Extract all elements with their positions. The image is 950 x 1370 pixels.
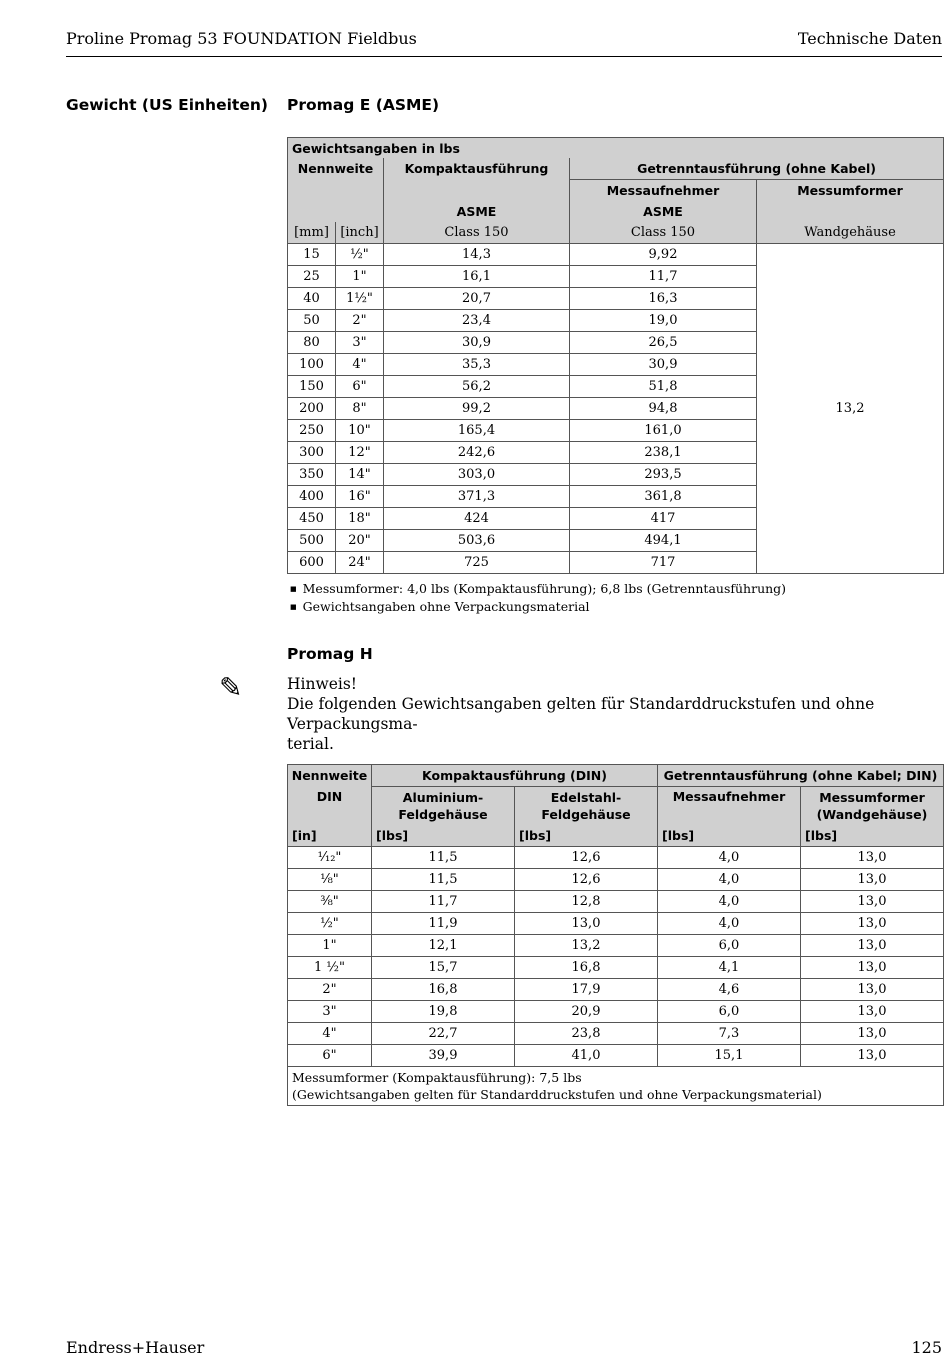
table1-cell: 16" bbox=[336, 486, 384, 508]
table1-cell: 56,2 bbox=[384, 376, 570, 398]
table1-cell: 250 bbox=[288, 420, 336, 442]
table2-cell: 4,0 bbox=[658, 869, 801, 891]
table1-cell: 242,6 bbox=[384, 442, 570, 464]
table1-header-wandgehaeuse: Wandgehäuse bbox=[757, 222, 944, 244]
table2-header-messaufnehmer: Messaufnehmer bbox=[658, 787, 801, 826]
table1-cell: 165,4 bbox=[384, 420, 570, 442]
table1-caption: Gewichtsangaben in lbs bbox=[288, 138, 944, 159]
table2-cell: 13,2 bbox=[515, 935, 658, 957]
table1-header-class-kompakt: Class 150 bbox=[384, 222, 570, 244]
table2-cell: 17,9 bbox=[515, 979, 658, 1001]
table1-cell: 1" bbox=[336, 266, 384, 288]
table2-header-lbs: [lbs] bbox=[801, 825, 944, 847]
table1-cell: 600 bbox=[288, 552, 336, 574]
table1-cell: 99,2 bbox=[384, 398, 570, 420]
table2-cell: 13,0 bbox=[801, 1023, 944, 1045]
table1-cell: 417 bbox=[570, 508, 757, 530]
table1-cell: 14,3 bbox=[384, 244, 570, 266]
table2-header-lbs: [lbs] bbox=[515, 825, 658, 847]
table2-cell: 13,0 bbox=[801, 891, 944, 913]
promag-h-title: Promag H bbox=[287, 645, 373, 663]
table1-cell: 51,8 bbox=[570, 376, 757, 398]
table1-cell: 1½" bbox=[336, 288, 384, 310]
table1-cell: 14" bbox=[336, 464, 384, 486]
table1-cell: 2" bbox=[336, 310, 384, 332]
table2-cell: ½" bbox=[288, 913, 372, 935]
table1-cell: 19,0 bbox=[570, 310, 757, 332]
table1-cell: 8" bbox=[336, 398, 384, 420]
table2-cell: 13,0 bbox=[801, 1001, 944, 1023]
table1-cell: 303,0 bbox=[384, 464, 570, 486]
table1-cell: 20" bbox=[336, 530, 384, 552]
table2-header-aluminium-line1: Aluminium- bbox=[402, 790, 484, 805]
table2-header-lbs: [lbs] bbox=[658, 825, 801, 847]
table1-cell: 150 bbox=[288, 376, 336, 398]
table1-cell: 6" bbox=[336, 376, 384, 398]
table2-cell: 6" bbox=[288, 1045, 372, 1067]
table1-cell: 23,4 bbox=[384, 310, 570, 332]
table2-cell: 15,7 bbox=[372, 957, 515, 979]
table1-header-mm: [mm] bbox=[288, 222, 336, 244]
table2-cell: 4,1 bbox=[658, 957, 801, 979]
table2-cell: 39,9 bbox=[372, 1045, 515, 1067]
table2-cell: 1" bbox=[288, 935, 372, 957]
table1-cell: 161,0 bbox=[570, 420, 757, 442]
table1-cell: 400 bbox=[288, 486, 336, 508]
table1-cell: 94,8 bbox=[570, 398, 757, 420]
table2-cell: 6,0 bbox=[658, 1001, 801, 1023]
table2-header-aluminium bbox=[372, 787, 515, 826]
page-number: 125 bbox=[911, 1338, 942, 1357]
header-document-title: Proline Promag 53 FOUNDATION Fieldbus bbox=[66, 29, 417, 48]
table1-cell: 35,3 bbox=[384, 354, 570, 376]
table2-header-din: DIN bbox=[288, 787, 372, 826]
table1-notes bbox=[290, 580, 786, 616]
table2-cell: 13,0 bbox=[801, 847, 944, 869]
header-rule bbox=[66, 56, 942, 57]
note-box bbox=[287, 674, 942, 754]
table-row bbox=[288, 979, 944, 1001]
header-section-name: Technische Daten bbox=[797, 29, 942, 48]
table2-header-messumformer-line2: (Wandgehäuse) bbox=[816, 807, 928, 822]
table1-wandgehaeuse-value: 13,2 bbox=[757, 244, 944, 574]
table2-cell: 4,6 bbox=[658, 979, 801, 1001]
table1-cell: 293,5 bbox=[570, 464, 757, 486]
footer-company: Endress+Hauser bbox=[66, 1338, 205, 1357]
table1-cell: 238,1 bbox=[570, 442, 757, 464]
table2-cell: 20,9 bbox=[515, 1001, 658, 1023]
promag-h-weight-table bbox=[287, 764, 944, 1106]
table2-cell: 4,0 bbox=[658, 847, 801, 869]
table1-header-getrennt: Getrenntausführung (ohne Kabel) bbox=[570, 158, 944, 180]
bullet-item: ■ Gewichtsangaben ohne Verpackungsmaterial bbox=[290, 598, 786, 616]
table1-title: Promag E (ASME) bbox=[287, 96, 440, 114]
table1-cell: 503,6 bbox=[384, 530, 570, 552]
table2-header-edelstahl-line2: Feldgehäuse bbox=[541, 807, 631, 822]
table1-header-nennweite: Nennweite bbox=[288, 158, 384, 180]
table1-cell: 30,9 bbox=[570, 354, 757, 376]
table1-header-kompakt: Kompaktausführung bbox=[384, 158, 570, 180]
table2-cell: ¹⁄₁₂" bbox=[288, 847, 372, 869]
table2-cell: 7,3 bbox=[658, 1023, 801, 1045]
table2-cell: 13,0 bbox=[515, 913, 658, 935]
table2-header-lbs: [lbs] bbox=[372, 825, 515, 847]
table2-header-edelstahl-line1: Edelstahl- bbox=[550, 790, 622, 805]
table1-cell: 9,92 bbox=[570, 244, 757, 266]
table2-cell: 19,8 bbox=[372, 1001, 515, 1023]
table2-cell: 4,0 bbox=[658, 913, 801, 935]
table2-cell: ¹⁄₈" bbox=[288, 869, 372, 891]
table1-cell: 24" bbox=[336, 552, 384, 574]
table1-cell: 26,5 bbox=[570, 332, 757, 354]
table2-cell: 16,8 bbox=[515, 957, 658, 979]
table1-cell: 371,3 bbox=[384, 486, 570, 508]
table1-cell: 12" bbox=[336, 442, 384, 464]
table-row bbox=[288, 1045, 944, 1067]
table2-cell: 13,0 bbox=[801, 869, 944, 891]
table1-cell: 11,7 bbox=[570, 266, 757, 288]
table1-cell: 500 bbox=[288, 530, 336, 552]
table1-cell: 4" bbox=[336, 354, 384, 376]
section-title: Gewicht (US Einheiten) bbox=[66, 96, 268, 114]
table1-cell: 10" bbox=[336, 420, 384, 442]
table2-cell: 1 ½" bbox=[288, 957, 372, 979]
table2-cell: 16,8 bbox=[372, 979, 515, 1001]
table2-cell: ³⁄₈" bbox=[288, 891, 372, 913]
table1-cell: 50 bbox=[288, 310, 336, 332]
table2-cell: 13,0 bbox=[801, 979, 944, 1001]
table1-cell: 424 bbox=[384, 508, 570, 530]
table1-cell: 450 bbox=[288, 508, 336, 530]
table2-cell: 11,5 bbox=[372, 847, 515, 869]
table1-cell: 18" bbox=[336, 508, 384, 530]
table2-cell: 11,5 bbox=[372, 869, 515, 891]
table1-cell: 16,3 bbox=[570, 288, 757, 310]
table1-cell: 25 bbox=[288, 266, 336, 288]
table-row bbox=[288, 1001, 944, 1023]
table2-cell: 23,8 bbox=[515, 1023, 658, 1045]
table-row bbox=[288, 244, 944, 266]
table1-cell: 361,8 bbox=[570, 486, 757, 508]
table-row bbox=[288, 913, 944, 935]
pencil-icon: ✎ bbox=[219, 671, 243, 704]
table1-cell: 3" bbox=[336, 332, 384, 354]
table1-cell: 200 bbox=[288, 398, 336, 420]
table1-cell: 717 bbox=[570, 552, 757, 574]
table2-header-in: [in] bbox=[288, 825, 372, 847]
table-row bbox=[288, 891, 944, 913]
table2-header-aluminium-line2: Feldgehäuse bbox=[398, 807, 488, 822]
table1-cell: 30,9 bbox=[384, 332, 570, 354]
table2-footnote bbox=[288, 1067, 944, 1106]
table1-cell: 494,1 bbox=[570, 530, 757, 552]
table2-cell: 13,0 bbox=[801, 935, 944, 957]
table2-cell: 3" bbox=[288, 1001, 372, 1023]
table1-cell: 20,7 bbox=[384, 288, 570, 310]
table2-header-messumformer bbox=[801, 787, 944, 826]
table2-header-messumformer-line1: Messumformer bbox=[819, 790, 925, 805]
table1-header-asme-kompakt: ASME bbox=[384, 201, 570, 222]
table1-cell: 15 bbox=[288, 244, 336, 266]
table2-cell: 13,0 bbox=[801, 957, 944, 979]
table1-header-asme-getrennt: ASME bbox=[570, 201, 757, 222]
table-row bbox=[288, 1023, 944, 1045]
table-row bbox=[288, 935, 944, 957]
table2-cell: 4" bbox=[288, 1023, 372, 1045]
table2-cell: 22,7 bbox=[372, 1023, 515, 1045]
table2-cell: 12,1 bbox=[372, 935, 515, 957]
table2-footnote-line: Messumformer (Kompaktausführung): 7,5 lbs bbox=[292, 1070, 582, 1085]
table2-footnote-line: (Gewichtsangaben gelten für Standarddruckstufen und ohne Verpackungsmaterial) bbox=[292, 1087, 822, 1102]
table2-header-getrennt: Getrenntausführung (ohne Kabel; DIN) bbox=[658, 765, 944, 787]
table1-header-inch: [inch] bbox=[336, 222, 384, 244]
table2-header-edelstahl bbox=[515, 787, 658, 826]
promag-e-weight-table bbox=[287, 137, 944, 574]
table2-cell: 11,9 bbox=[372, 913, 515, 935]
table2-header-nennweite: Nennweite bbox=[288, 765, 372, 787]
table2-cell: 12,6 bbox=[515, 869, 658, 891]
table2-cell: 2" bbox=[288, 979, 372, 1001]
note-line: terial. bbox=[287, 735, 334, 753]
table2-cell: 6,0 bbox=[658, 935, 801, 957]
table2-cell: 41,0 bbox=[515, 1045, 658, 1067]
table2-cell: 4,0 bbox=[658, 891, 801, 913]
table1-header-messumformer: Messumformer bbox=[757, 180, 944, 202]
table1-cell: 80 bbox=[288, 332, 336, 354]
table2-cell: 12,6 bbox=[515, 847, 658, 869]
table2-header-kompakt: Kompaktausführung (DIN) bbox=[372, 765, 658, 787]
table2-cell: 12,8 bbox=[515, 891, 658, 913]
table1-header-messaufnehmer: Messaufnehmer bbox=[570, 180, 757, 202]
table2-cell: 13,0 bbox=[801, 1045, 944, 1067]
table1-cell: 40 bbox=[288, 288, 336, 310]
table-row bbox=[288, 847, 944, 869]
table2-cell: 11,7 bbox=[372, 891, 515, 913]
table1-cell: 300 bbox=[288, 442, 336, 464]
table1-cell: 725 bbox=[384, 552, 570, 574]
table2-cell: 15,1 bbox=[658, 1045, 801, 1067]
table1-cell: 350 bbox=[288, 464, 336, 486]
table-row bbox=[288, 869, 944, 891]
bullet-item: ■ Messumformer: 4,0 lbs (Kompaktausführung); 6,8 lbs (Getrenntausführung) bbox=[290, 580, 786, 598]
table1-header-class-getrennt: Class 150 bbox=[570, 222, 757, 244]
table-row bbox=[288, 957, 944, 979]
note-line: Die folgenden Gewichtsangaben gelten für Standarddruckstufen und ohne Verpackungsma- bbox=[287, 695, 875, 733]
table2-cell: 13,0 bbox=[801, 913, 944, 935]
note-label: Hinweis! bbox=[287, 675, 358, 693]
table1-cell: 16,1 bbox=[384, 266, 570, 288]
table1-cell: 100 bbox=[288, 354, 336, 376]
table1-cell: ½" bbox=[336, 244, 384, 266]
